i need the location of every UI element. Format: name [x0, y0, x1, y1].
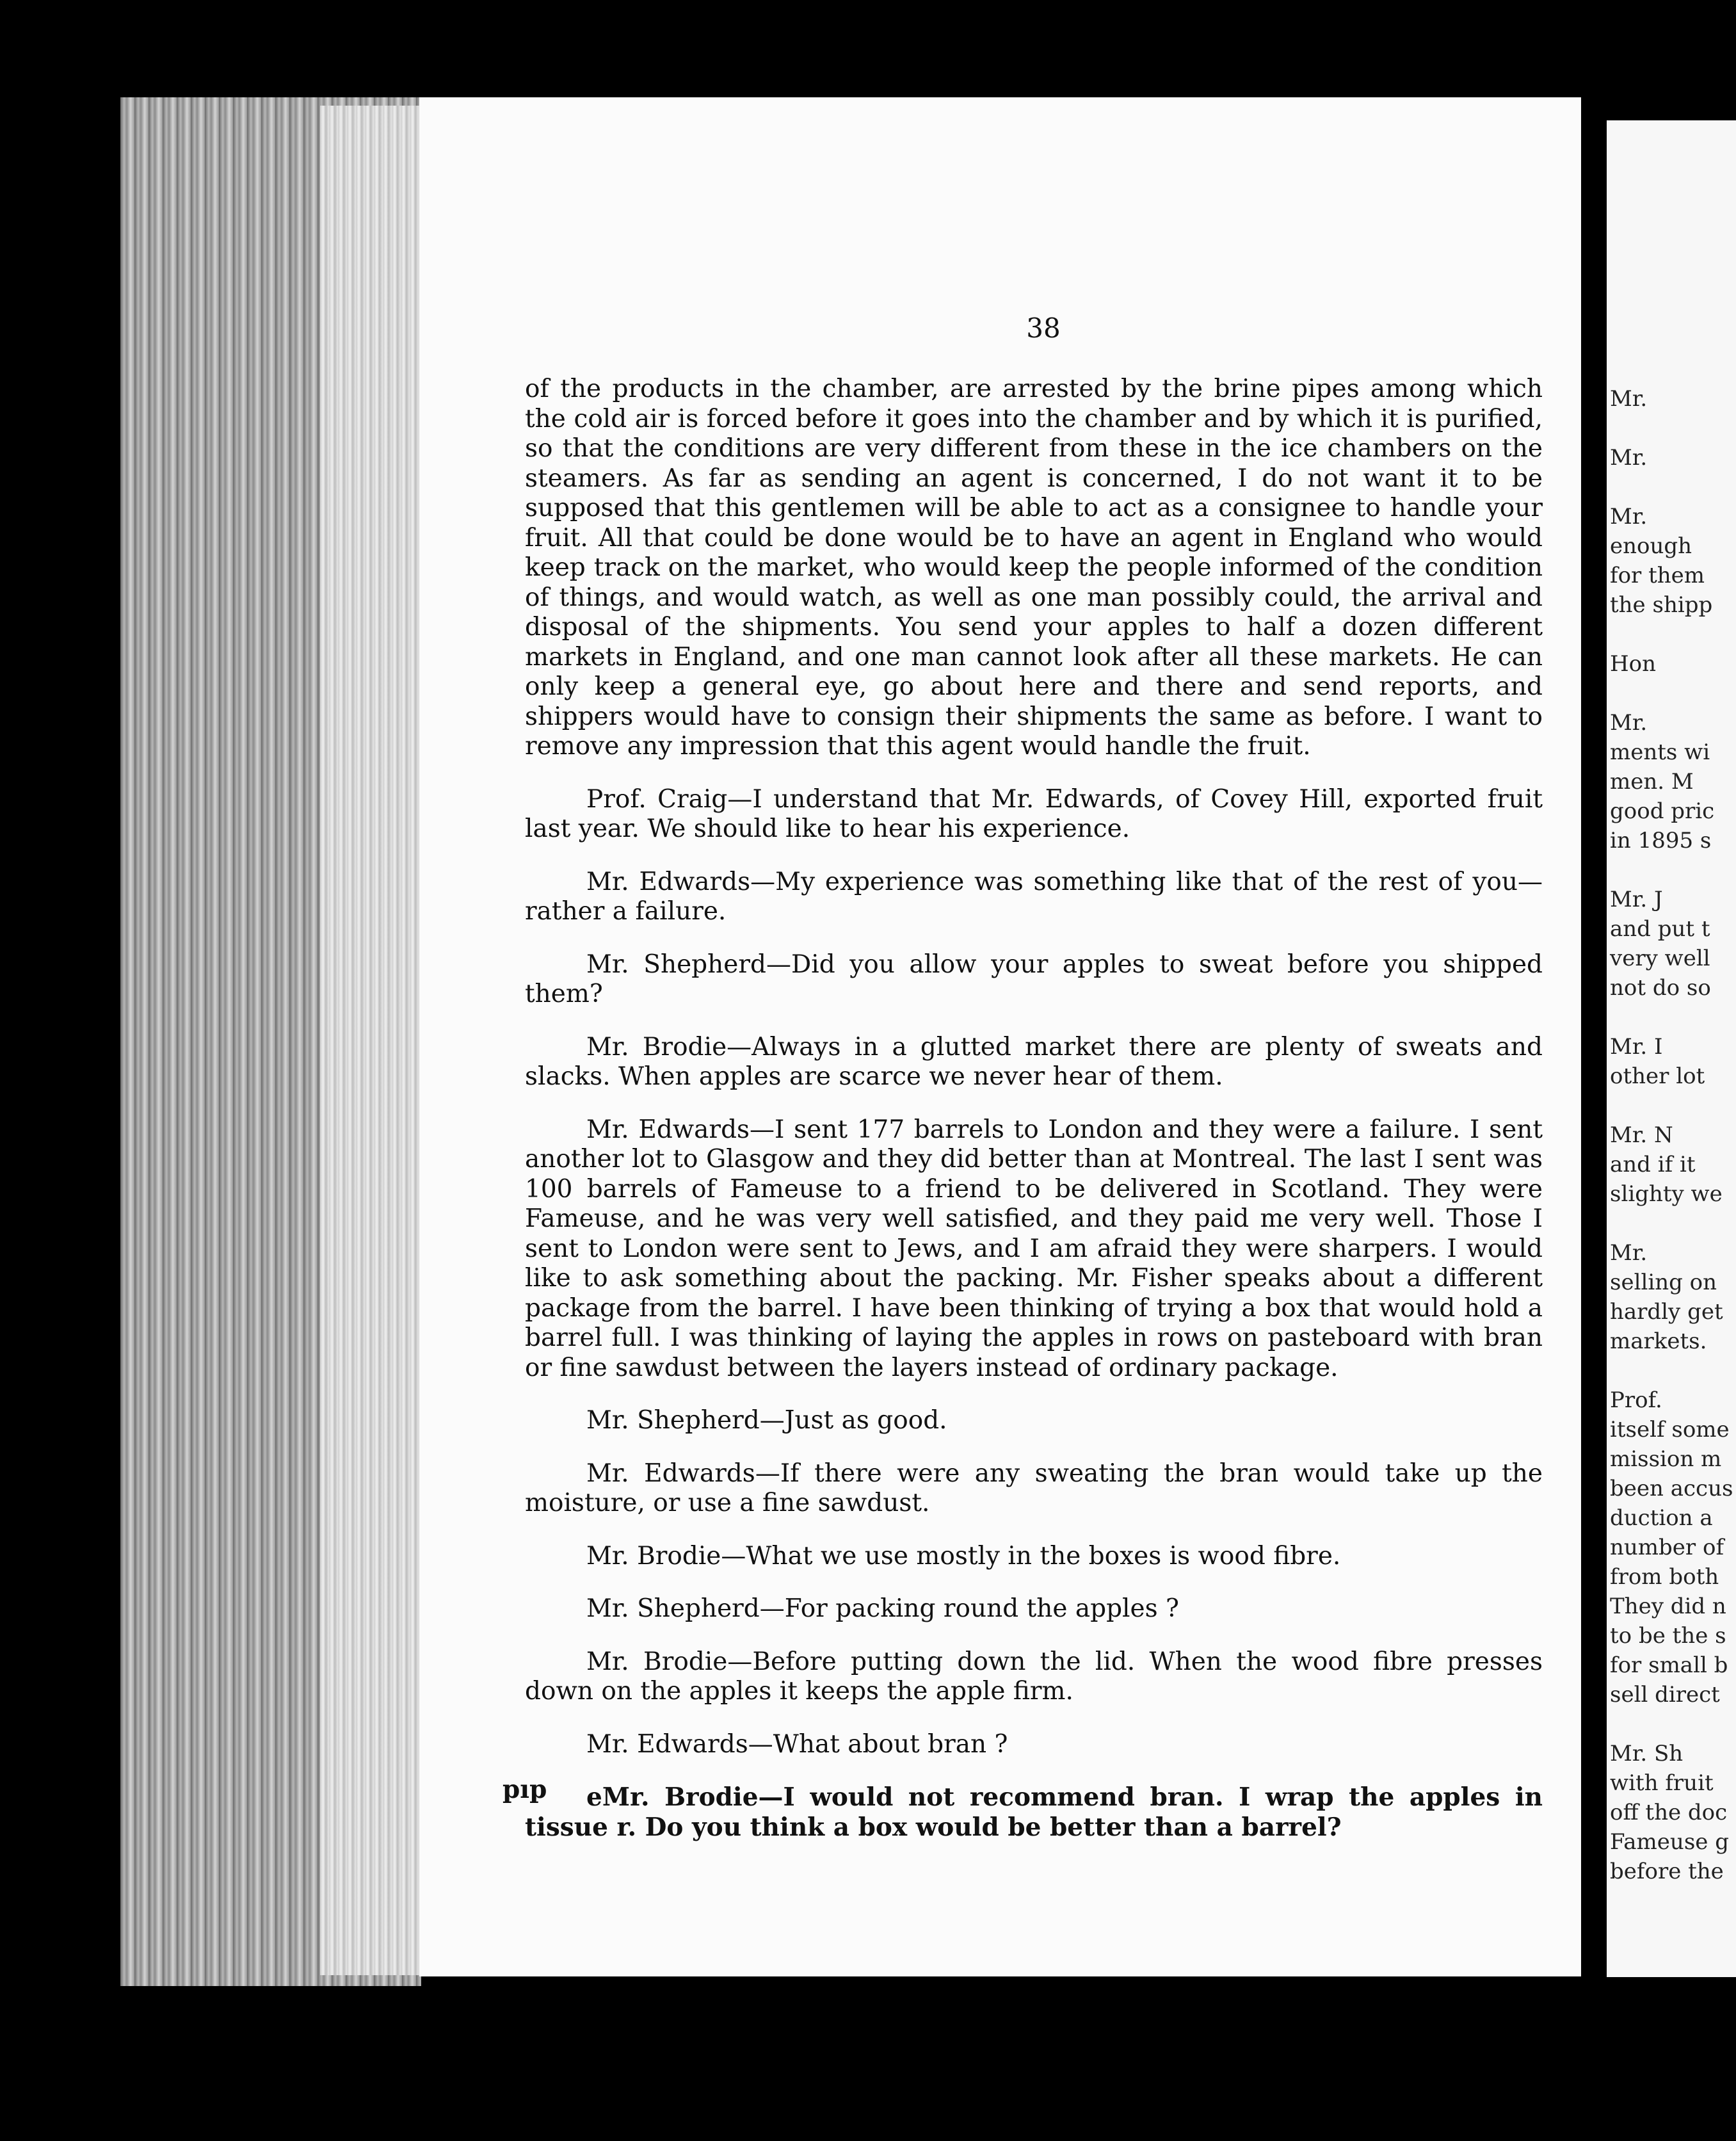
facing-page-line [1610, 414, 1736, 443]
facing-page-line: Mr. [1610, 504, 1648, 529]
paragraph: Mr. Edwards—If there were any sweating the bran would take up the moisture, or use a fine sawdust. [525, 1458, 1543, 1517]
facing-page-line: from both [1610, 1564, 1719, 1590]
facing-page-line: Mr. I [1610, 1034, 1663, 1060]
facing-page-line: Mr. J [1610, 887, 1663, 912]
facing-page-line [1610, 1091, 1736, 1120]
page-body [525, 375, 1543, 1842]
paragraph: eMr. Brodie—I would not recommend bran. I wrap the apples in tissue r. Do you think a box would be better than a barrel? [525, 1782, 1543, 1842]
facing-page-line: been accus [1610, 1476, 1733, 1501]
facing-page-line: for them [1610, 563, 1705, 588]
facing-page-line: in 1895 s [1610, 828, 1712, 853]
paragraph: Prof. Craig—I understand that Mr. Edwards, of Covey Hill, exported fruit last year. We should like to hear his experience. [525, 784, 1543, 843]
facing-page-line: enough [1610, 533, 1692, 559]
paragraph: Mr. Shepherd—Did you allow your apples to sweat before you shipped them? [525, 949, 1543, 1008]
facing-page-line: sell direct [1610, 1682, 1720, 1708]
facing-page-line: other lot [1610, 1063, 1705, 1089]
facing-page-line: Hon [1610, 651, 1657, 677]
facing-page-line: good pric [1610, 798, 1715, 824]
facing-page-line [1610, 855, 1736, 885]
facing-page-line: very well [1610, 946, 1710, 971]
facing-page-line: Mr. [1610, 710, 1648, 736]
facing-page-line: before the [1610, 1859, 1724, 1884]
facing-page-line [1610, 473, 1736, 502]
facing-page-line: Mr. [1610, 445, 1648, 471]
facing-page-line [1610, 679, 1736, 708]
facing-page-line: Mr. [1610, 386, 1648, 412]
facing-page-text [1610, 384, 1736, 1886]
facing-page-line [1610, 1209, 1736, 1238]
facing-page-line [1610, 1709, 1736, 1739]
margin-note: pıp [502, 1775, 547, 1804]
book-page-edges-inner [320, 106, 422, 1975]
facing-page-line: itself some [1610, 1417, 1730, 1442]
facing-page-line [1610, 1356, 1736, 1386]
facing-page-line [1610, 620, 1736, 649]
facing-page-line: Mr. Sh [1610, 1741, 1684, 1766]
facing-page-line: They did n [1610, 1594, 1726, 1619]
page-number: 38 [1026, 312, 1061, 344]
paragraph: Mr. Edwards—What about bran ? [586, 1729, 1008, 1759]
facing-page-line: Mr. [1610, 1240, 1648, 1266]
facing-page-line [1610, 1003, 1736, 1032]
facing-page-line: hardly get [1610, 1299, 1723, 1325]
paragraph: Mr. Shepherd—Just as good. [586, 1406, 947, 1435]
book-gutter [1581, 115, 1607, 1972]
paragraph: Mr. Brodie—What we use mostly in the boxes is wood fibre. [586, 1541, 1341, 1571]
paragraph: Mr. Edwards—My experience was something like that of the rest of you—rather a failure. [525, 867, 1543, 926]
facing-page-line: the shipp [1610, 592, 1713, 618]
facing-page-line: ments wi [1610, 739, 1710, 765]
facing-page-line: mission m [1610, 1446, 1722, 1472]
facing-page-line: off the doc [1610, 1800, 1728, 1825]
facing-page-line: with fruit [1610, 1770, 1714, 1796]
facing-page-line: number of [1610, 1535, 1724, 1560]
paragraph: Mr. Edwards—I sent 177 barrels to London and they were a failure. I sent another lot to Glasgow and they did better than at Montreal. The last I sent was 100 barrels of Fameuse to a friend to be delivered in Scotland. They were Fameuse, and he was very well satisfied, and they paid me very well. Those I sent to London were sent to Jews, and I am afraid they were sharpers. I would like to ask something about the packing. Mr. Fisher speaks about a different package from the barrel. I have been thinking of trying a box that would hold a barrel full. I was thinking of laying the apples in rows on pasteboard with bran or fine sawdust between the layers instead of ordinary package. [525, 1115, 1543, 1382]
facing-page-line: Mr. N [1610, 1122, 1673, 1148]
facing-page-line: for small b [1610, 1652, 1728, 1678]
facing-page-line: markets. [1610, 1329, 1707, 1354]
facing-page-line: to be the s [1610, 1623, 1726, 1649]
paragraph: of the products in the chamber, are arrested by the brine pipes among which the cold air is forced before it goes into the chamber and by which it is purified, so that the conditions are very different from these in the ice chambers on the steamers. As far as sending an agent is concerned, I do not want it to be supposed that this gentlemen will be able to act as a consignee to handle your fruit. All that could be done would be to have an agent in England who would keep track on the market, who would keep the people informed of the condition of things, and would watch, as well as one man possibly could, the arrival and disposal of the shipments. You send your apples to half a dozen different markets in England, and one man cannot look after all these markets. He can only keep a general eye, go about here and there and send reports, and shippers would have to consign their shipments the same as before. I want to remove any impression that this agent would handle the fruit. [525, 375, 1543, 761]
facing-page-line: Fameuse g [1610, 1829, 1729, 1855]
facing-page-line: slighty we [1610, 1181, 1723, 1207]
facing-page-line: men. M [1610, 769, 1694, 795]
paragraph: Mr. Shepherd—For packing round the apples ? [586, 1594, 1179, 1623]
facing-page-line: and if it [1610, 1152, 1696, 1177]
paragraph: Mr. Brodie—Always in a glutted market there are plenty of sweats and slacks. When apples are scarce we never hear of them. [525, 1032, 1543, 1091]
facing-page-line: selling on [1610, 1270, 1717, 1295]
facing-page-line: Prof. [1610, 1387, 1662, 1413]
facing-page-line: not do so [1610, 975, 1711, 1001]
paragraph: Mr. Brodie—Before putting down the lid. When the wood fibre presses down on the apples it keeps the apple firm. [525, 1647, 1543, 1706]
facing-page-line: and put t [1610, 916, 1710, 942]
facing-page-line: duction a [1610, 1505, 1713, 1531]
